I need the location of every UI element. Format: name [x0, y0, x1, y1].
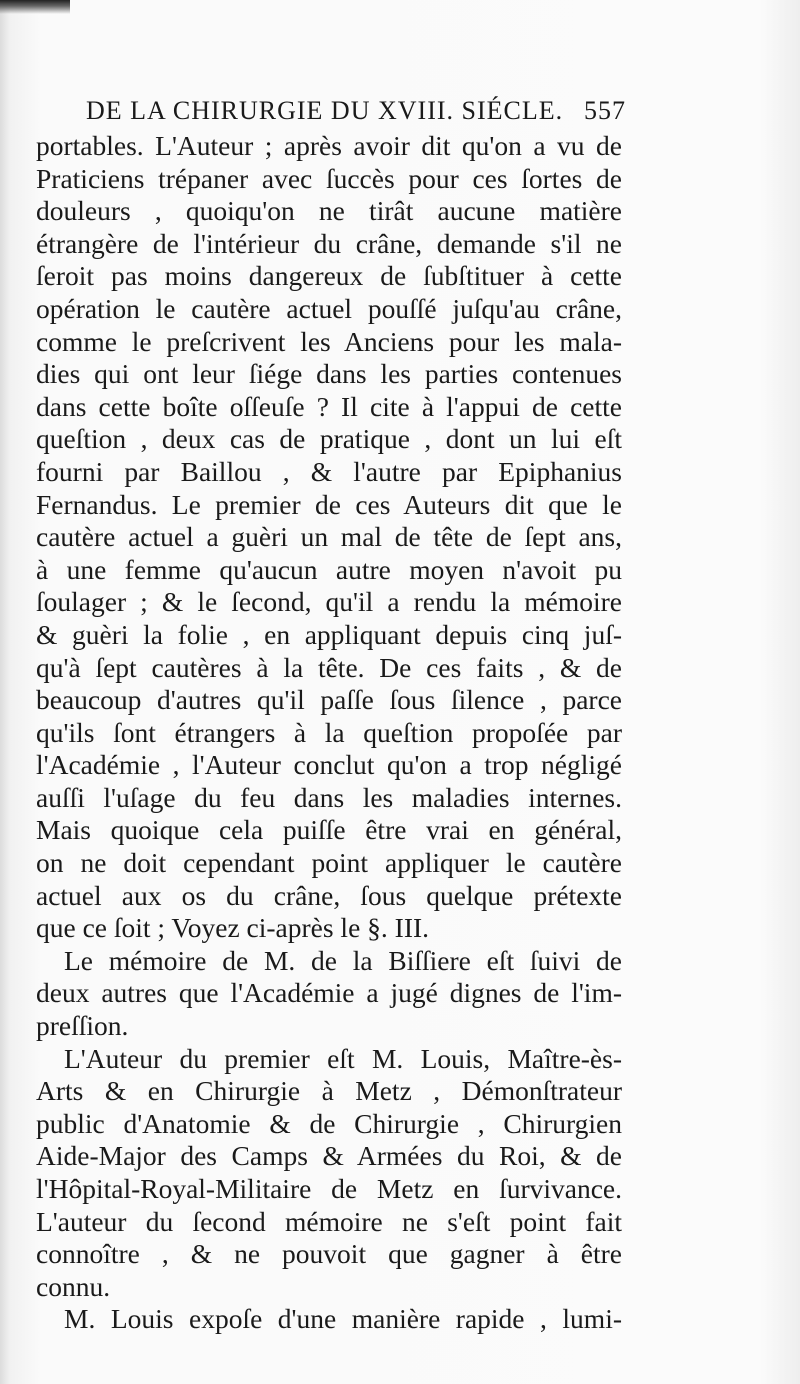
- page-header: [86, 96, 626, 126]
- scan-corner-shadow: [0, 0, 70, 14]
- text-line: opération le cautère actuel pouſſé juſqu'au crâne,: [36, 292, 622, 324]
- text-line: portables. L'Auteur ; après avoir dit qu'on a vu de: [36, 130, 622, 161]
- text-line: qu'à ſept cautères à la tête. De ces faits , & de: [36, 651, 622, 683]
- text-line: à une femme qu'aucun autre moyen n'avoit pu: [36, 553, 622, 585]
- text-line: l'Hôpital-Royal-Militaire de Metz en ſurvivance.: [36, 1173, 622, 1204]
- text-line: dies qui ont leur ſiége dans les parties contenues: [36, 358, 622, 390]
- text-line: Le mémoire de M. de la Biſſiere eſt ſuivi de: [64, 944, 622, 976]
- text-line: actuel aux os du crâne, ſous quelque prétexte: [36, 879, 622, 911]
- page-number: 557: [584, 96, 626, 125]
- text-line: Fernandus. Le premier de ces Auteurs dit que le: [36, 488, 622, 520]
- text-line: douleurs , quoiqu'on ne tirât aucune matière: [36, 195, 622, 227]
- text-line: queſtion , deux cas de pratique , dont un lui eſt: [36, 423, 622, 455]
- text-line: deux autres que l'Académie a jugé dignes de l'im-: [36, 977, 622, 1009]
- text-line: L'auteur du ſecond mémoire ne s'eſt point fait: [36, 1205, 622, 1237]
- text-line: connoître , & ne pouvoit que gagner à être: [36, 1238, 622, 1270]
- text-line: l'Académie , l'Auteur conclut qu'on a trop négligé: [36, 749, 622, 781]
- text-line: comme le preſcrivent les Anciens pour les mala-: [36, 325, 622, 357]
- text-line: on ne doit cependant point appliquer le cautère: [36, 847, 622, 879]
- text-line: connu.: [36, 1270, 111, 1302]
- text-line: Mais quoique cela puiſſe être vrai en général,: [36, 814, 622, 846]
- text-line: dans cette boîte oſſeuſe ? Il cite à l'appui de cette: [36, 390, 622, 422]
- text-line: Praticiens trépaner avec ſuccès pour ces ſortes de: [36, 162, 622, 194]
- text-line: fourni par Baillou , & l'autre par Epiphanius: [36, 455, 622, 487]
- running-head: DE LA CHIRURGIE DU XVIII. SIÉCLE.: [86, 96, 564, 125]
- text-line: auſſi l'uſage du feu dans les maladies internes.: [36, 781, 622, 813]
- text-line: Aide-Major des Camps & Armées du Roi, & de: [36, 1140, 622, 1172]
- text-line: & guèri la folie , en appliquant depuis cinq juſ-: [36, 618, 622, 650]
- text-line: preſſion.: [36, 1010, 129, 1042]
- text-line: Arts & en Chirurgie à Metz , Démonſtrateur: [36, 1075, 622, 1107]
- text-line: public d'Anatomie & de Chirurgie , Chirurgien: [36, 1107, 622, 1139]
- text-line: beaucoup d'autres qu'il paſſe ſous ſilence , parce: [36, 684, 622, 716]
- text-line: M. Louis expoſe d'une manière rapide , lumi-: [64, 1303, 622, 1335]
- text-line: étrangère de l'intérieur du crâne, demande s'il ne: [36, 227, 622, 259]
- text-line: L'Auteur du premier eſt M. Louis, Maître-ès-: [64, 1042, 622, 1074]
- text-line: que ce ſoit ; Voyez ci-après le §. III.: [36, 912, 430, 944]
- text-line: qu'ils ſont étrangers à la queſtion propoſée par: [36, 716, 622, 748]
- text-line: ſeroit pas moins dangereux de ſubſtituer à cette: [36, 260, 622, 292]
- body-text: [36, 130, 622, 1336]
- text-line: cautère actuel a guèri un mal de tête de ſept ans,: [36, 521, 622, 553]
- text-line: ſoulager ; & le ſecond, qu'il a rendu la mémoire: [36, 586, 622, 618]
